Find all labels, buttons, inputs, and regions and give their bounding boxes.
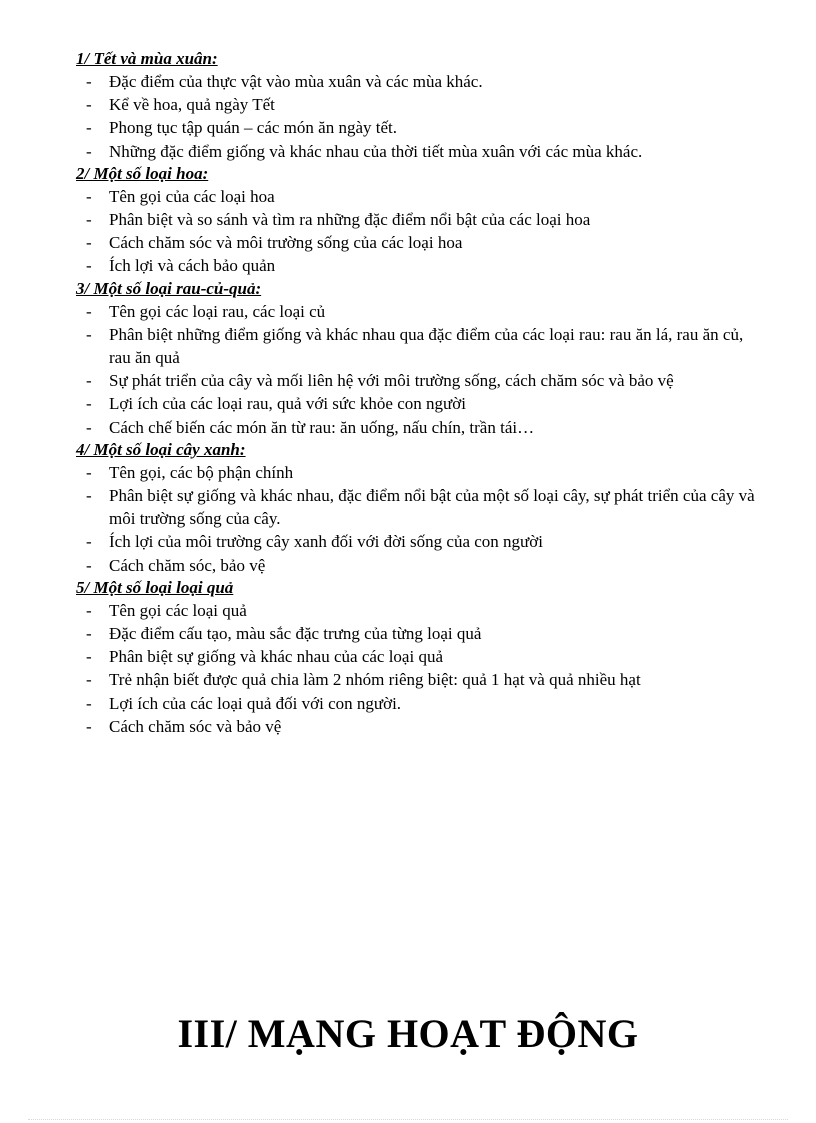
list-item: - Những đặc điểm giống và khác nhau của thời tiết mùa xuân với các mùa khác. — [76, 140, 756, 163]
bullet-list — [76, 185, 756, 278]
list-item: - Đặc điểm của thực vật vào mùa xuân và các mùa khác. — [76, 70, 756, 93]
list-item: - Trẻ nhận biết được quả chia làm 2 nhóm riêng biệt: quả 1 hạt và quả nhiều hạt — [76, 668, 756, 691]
section-heading: 5/ Một số loại loại quả — [76, 577, 234, 597]
section-heading: 2/ Một số loại hoa: — [76, 163, 209, 183]
document-body — [76, 48, 756, 738]
topic-section — [76, 577, 756, 738]
list-item: - Cách chăm sóc, bảo vệ — [76, 554, 756, 577]
section-heading: 4/ Một số loại cây xanh: — [76, 439, 246, 459]
list-item: - Phân biệt và so sánh và tìm ra những đặc điểm nổi bật của các loại hoa — [76, 208, 756, 231]
bullet-list — [76, 461, 756, 577]
topic-section — [76, 48, 756, 163]
list-item: - Sự phát triển của cây và mối liên hệ với môi trường sống, cách chăm sóc và bảo vệ — [76, 369, 756, 392]
list-item: - Phân biệt sự giống và khác nhau của các loại quả — [76, 645, 756, 668]
list-item: - Phân biệt sự giống và khác nhau, đặc điểm nổi bật của một số loại cây, sự phát triển của cây và môi trường sống của cây. — [76, 484, 756, 530]
list-item: - Tên gọi các loại quả — [76, 599, 756, 622]
list-item: - Kể về hoa, quả ngày Tết — [76, 93, 756, 116]
section-heading: 1/ Tết và mùa xuân: — [76, 49, 218, 68]
list-item: - Tên gọi các loại rau, các loại củ — [76, 300, 756, 323]
bullet-list — [76, 300, 756, 439]
topic-section — [76, 163, 756, 278]
list-item: - Đặc điểm cấu tạo, màu sắc đặc trưng của từng loại quả — [76, 622, 756, 645]
list-item: - Ích lợi và cách bảo quản — [76, 254, 756, 277]
section-title: III/ MẠNG HOẠT ĐỘNG — [177, 1011, 639, 1056]
list-item: - Cách chăm sóc và bảo vệ — [76, 715, 756, 738]
bullet-list — [76, 599, 756, 738]
list-item: - Lợi ích của các loại rau, quả với sức khỏe con người — [76, 392, 756, 415]
section-heading: 3/ Một số loại rau-củ-quả: — [76, 278, 262, 298]
list-item: - Cách chế biến các món ăn từ rau: ăn uống, nấu chín, trần tái… — [76, 416, 756, 439]
page-bottom-divider — [28, 1119, 788, 1120]
list-item: - Phong tục tập quán – các món ăn ngày tết. — [76, 116, 756, 139]
list-item: - Phân biệt những điểm giống và khác nhau qua đặc điểm của các loại rau: rau ăn lá, rau ăn củ, rau ăn quả — [76, 323, 756, 369]
list-item: - Tên gọi của các loại hoa — [76, 185, 756, 208]
topic-section — [76, 439, 756, 577]
topic-section — [76, 278, 756, 439]
list-item: - Tên gọi, các bộ phận chính — [76, 461, 756, 484]
list-item: - Cách chăm sóc và môi trường sống của các loại hoa — [76, 231, 756, 254]
list-item: - Lợi ích của các loại quả đối với con người. — [76, 692, 756, 715]
bullet-list — [76, 70, 756, 163]
list-item: - Ích lợi của môi trường cây xanh đối với đời sống của con người — [76, 530, 756, 553]
